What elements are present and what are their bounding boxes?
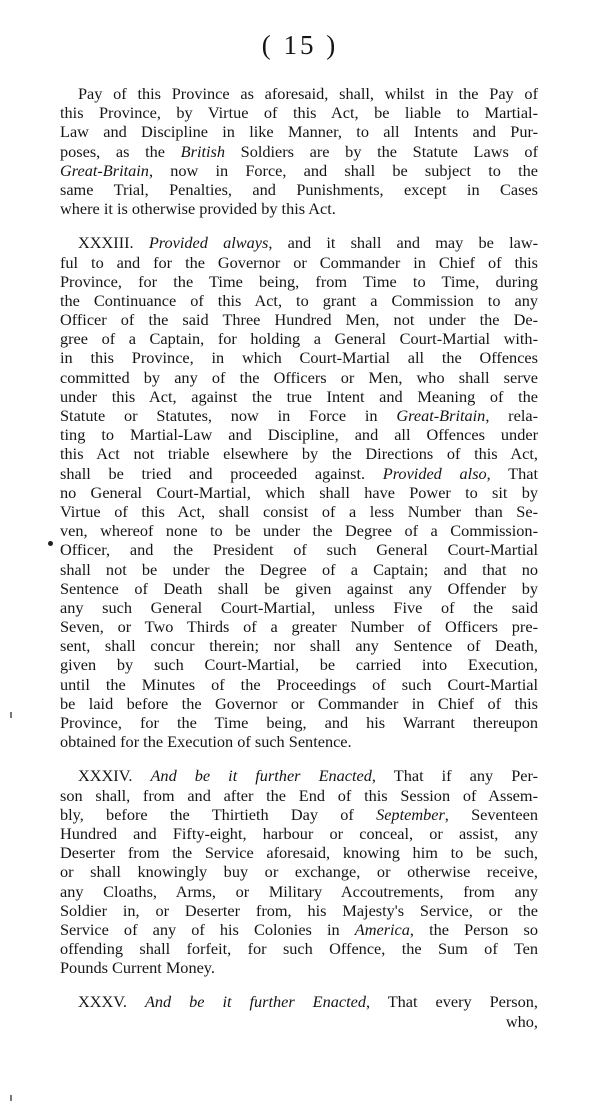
paragraph [60, 233, 538, 751]
text-line: offending shall forfeit, for such Offence, the Sum of Ten [60, 939, 538, 959]
text-line: Sentence of Death shall be given against any Offender by [60, 578, 538, 598]
text-line: ting to Martial-Law and Discipline, and all Offences under [60, 425, 538, 445]
text-line: the Continuance of this Act, to grant a Commission to any [60, 290, 538, 310]
text-line: ful to and for the Governor or Commander in Chief of this [60, 252, 538, 272]
text-line: Pay of this Province as aforesaid, shall, whilst in the Pay of [78, 84, 538, 103]
text-line: any such General Court-Martial, unless Five of the said [60, 597, 538, 617]
text-line: in this Province, in which Court-Martial all the Offences [60, 348, 538, 368]
margin-mark [10, 1095, 12, 1101]
text-line: XXXIV. And be it further Enacted, That if any Per- [78, 766, 538, 786]
text-line: committed by any of the Officers or Men, who shall serve [60, 367, 538, 387]
text-line: Province, for the Time being, from Time to Time, during [60, 271, 538, 291]
paragraph [60, 766, 538, 977]
italic-phrase: Great-Britain [396, 406, 486, 425]
text-line: shall be tried and proceeded against. Provided also, That [60, 463, 538, 483]
text-line: gree of a Captain, for holding a General Court-Martial with- [60, 329, 538, 349]
text-line: Law and Discipline in like Manner, to all Intents and Pur- [60, 122, 538, 142]
text-line: Province, for the Time being, and his Warrant thereupon [60, 713, 538, 732]
text-line: Statute or Statutes, now in Force in Great-Britain, rela- [60, 406, 538, 425]
text-line: Officer, and the President of such General Court-Martial [60, 540, 538, 560]
margin-mark [48, 541, 53, 546]
text-line: Hundred and Fifty-eight, harbour or conceal, or assist, any [60, 823, 538, 843]
text-line: any Cloaths, Arms, or Military Accoutrements, from any [60, 881, 538, 901]
text-line: sent, shall concur therein; nor shall any Sentence of Death, [60, 636, 538, 656]
text-line: Seven, or Two Thirds of a greater Number of Officers pre- [60, 617, 538, 637]
italic-phrase: America [354, 919, 410, 939]
paragraph-gap [60, 218, 538, 233]
text-line: who, [505, 1011, 538, 1031]
text-line: no General Court-Martial, which shall have Power to sit by [60, 482, 538, 502]
text-line: until the Minutes of the Proceedings of such Court-Martial [60, 674, 538, 694]
text-line: given by such Court-Martial, be carried into Execution, [60, 655, 538, 675]
text-line: Deserter from the Service aforesaid, knowing him to be such, [60, 843, 538, 863]
italic-phrase: September [376, 804, 445, 824]
text-line: shall not be under the Degree of a Captain; and that no [60, 559, 538, 579]
paragraph [60, 992, 538, 1030]
italic-phrase: And be it further Enacted [150, 766, 372, 786]
italic-phrase: Provided also [382, 463, 487, 483]
text-line: Virtue of this Act, shall consist of a less Number than Se- [60, 501, 538, 521]
paragraph [60, 84, 538, 218]
text-line: bly, before the Thirtieth Day of September, Seventeen [60, 804, 538, 824]
text-line: Soldier in, or Deserter from, his Majesty's Service, or the [60, 900, 538, 920]
text-line: obtained for the Execution of such Sentence. [60, 732, 352, 752]
text-line: ven, whereof none to be under the Degree of a Commission- [60, 521, 538, 541]
italic-phrase: And be it further Enacted [144, 992, 366, 1012]
paragraph-gap [60, 977, 538, 992]
text-line: son shall, from and after the End of this Session of Assem- [60, 785, 538, 805]
text-line: this Act not triable elsewhere by the Directions of this Act, [60, 444, 538, 464]
text-line: Service of any of his Colonies in America, the Person so [60, 919, 539, 939]
text-line: under this Act, against the true Intent and Meaning of the [60, 386, 538, 406]
text-line: Pounds Current Money. [60, 958, 215, 978]
text-line: this Province, by Virtue of this Act, be liable to Martial- [60, 103, 538, 123]
page-number: ( 15 ) [261, 30, 339, 60]
text-line: Officer of the said Three Hundred Men, not under the De- [60, 310, 538, 330]
text-line: poses, as the British Soldiers are by the Statute Laws of [60, 141, 538, 161]
body-text [60, 84, 538, 1031]
margin-mark [10, 712, 12, 718]
text-line: same Trial, Penalties, and Punishments, except in Cases [60, 179, 538, 199]
paragraph-gap [60, 751, 538, 766]
text-line: Great-Britain, now in Force, and shall be subject to the [60, 160, 538, 180]
text-line: or shall knowingly buy or exchange, or otherwise receive, [60, 862, 538, 882]
italic-phrase: Provided always [148, 233, 269, 253]
text-line: be laid before the Governor or Commander in Chief of this [60, 693, 538, 713]
text-line: XXXV. And be it further Enacted, That every Person, [78, 992, 538, 1012]
italic-phrase: British [180, 141, 225, 161]
italic-phrase: Great-Britain [60, 160, 149, 180]
text-line: where it is otherwise provided by this Act. [60, 199, 336, 219]
text-line: XXXIII. Provided always, and it shall and may be law- [78, 233, 539, 253]
